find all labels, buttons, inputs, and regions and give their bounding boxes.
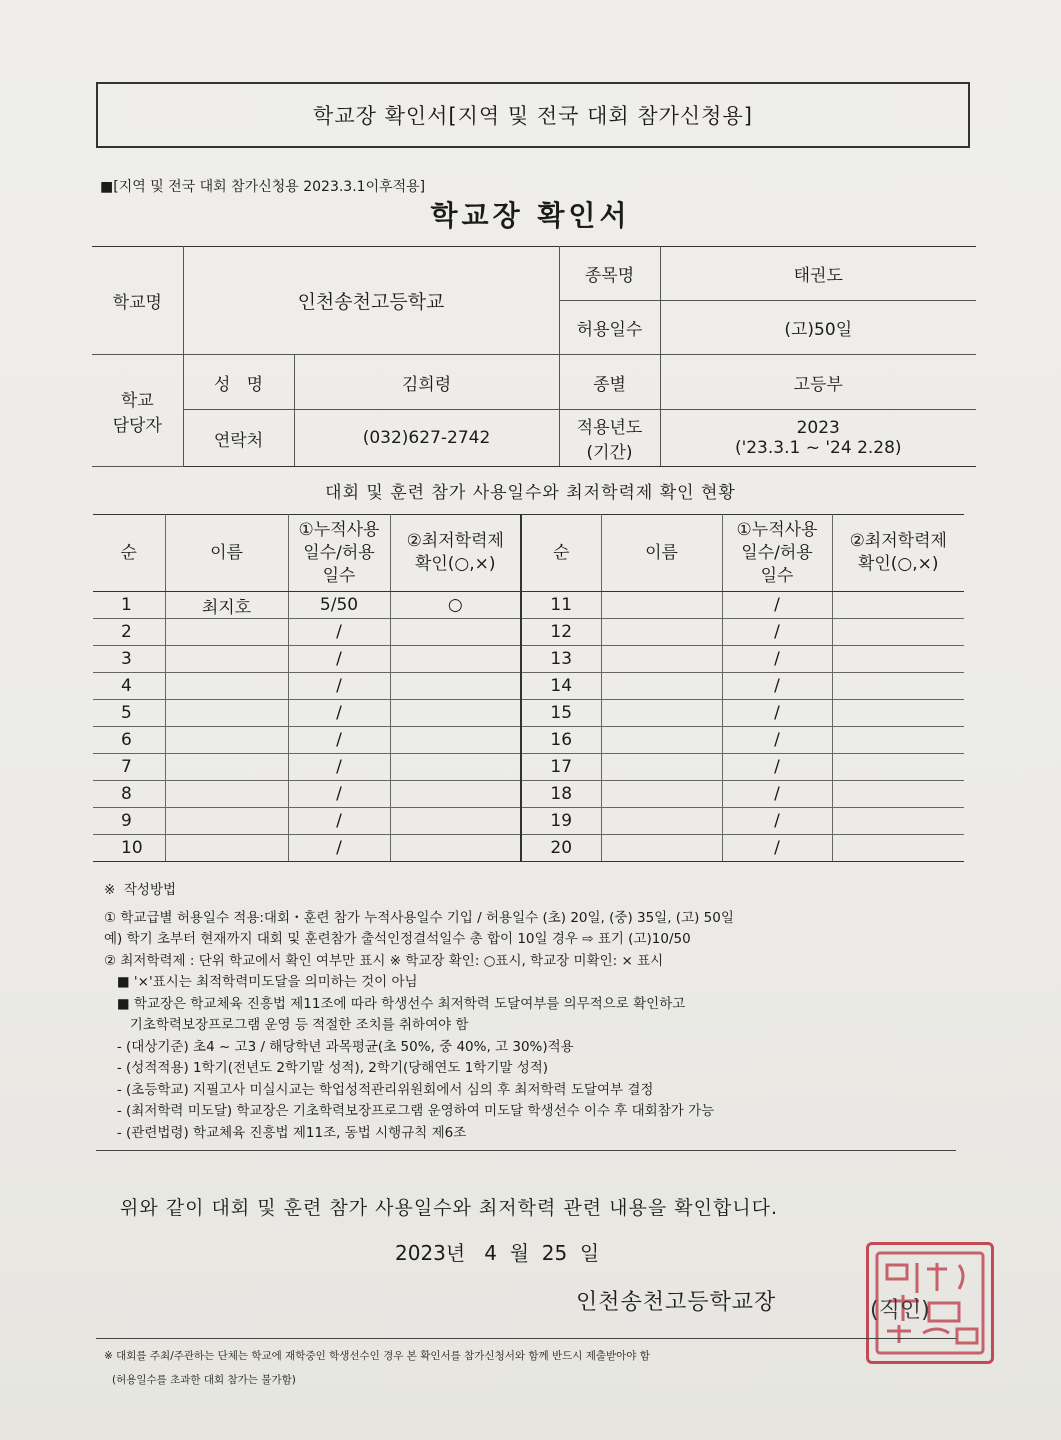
records-header-row bbox=[93, 515, 964, 592]
document-title: 학교장 확인서 bbox=[430, 199, 631, 232]
row-days-right: / bbox=[722, 727, 832, 754]
row-days-right: / bbox=[722, 646, 832, 673]
row-name-right bbox=[601, 808, 722, 835]
row-days: / bbox=[288, 727, 390, 754]
row-check bbox=[390, 646, 521, 673]
applicability-note: ■[지역 및 전국 대회 참가신청용 2023.3.1이후적용] bbox=[100, 179, 426, 195]
row-no: 1 bbox=[93, 592, 165, 619]
instruction-line: ■ '×'표시는 최적학력미도달을 의미하는 것이 아님 bbox=[104, 974, 418, 990]
contact-value: (032)627-2742 bbox=[294, 410, 559, 467]
row-days-right: / bbox=[722, 835, 832, 862]
name-label: 성 명 bbox=[183, 355, 294, 410]
table-row bbox=[93, 700, 964, 727]
row-name-right bbox=[601, 646, 722, 673]
row-check bbox=[390, 754, 521, 781]
row-check bbox=[390, 700, 521, 727]
row-no: 7 bbox=[93, 754, 165, 781]
row-no: 5 bbox=[93, 700, 165, 727]
row-days-right: / bbox=[722, 808, 832, 835]
event-value: 태권도 bbox=[660, 247, 976, 301]
row-check-right bbox=[832, 781, 964, 808]
table-row bbox=[93, 835, 964, 862]
row-no-right: 15 bbox=[521, 700, 601, 727]
table-row bbox=[93, 754, 964, 781]
row-name bbox=[165, 619, 288, 646]
header-days-right bbox=[722, 515, 832, 592]
row-check bbox=[390, 835, 521, 862]
row-no: 9 bbox=[93, 808, 165, 835]
school-name: 인천송천고등학교 bbox=[183, 247, 559, 355]
instruction-line: - (대상기준) 초4 ~ 고3 / 해당학년 과목평균(초 50%, 중 40%, 고 30%)적용 bbox=[104, 1038, 574, 1055]
row-name-right bbox=[601, 592, 722, 619]
row-check-right bbox=[832, 808, 964, 835]
header-name: 이름 bbox=[165, 515, 288, 592]
row-name-right bbox=[601, 781, 722, 808]
header-min bbox=[390, 515, 521, 592]
header-days-right-line1: ①누적사용 bbox=[736, 519, 818, 540]
row-check-right bbox=[832, 835, 964, 862]
instruction-line: - (최저학력 미도달) 학교장은 기초학력보장프로그램 운영하여 미도달 학생선수 이수 후 대회참가 가능 bbox=[104, 1103, 715, 1119]
manager-label-line2: 담당자 bbox=[112, 415, 162, 436]
row-days-right: / bbox=[722, 700, 832, 727]
header-days-line1: ①누적사용 bbox=[298, 519, 380, 540]
header-no-right: 순 bbox=[521, 515, 601, 592]
table-row bbox=[93, 808, 964, 835]
row-no-right: 18 bbox=[521, 781, 601, 808]
instruction-line: ② 최저학력제 : 단위 학교에서 확인 여부만 표시 ※ 학교장 확인: ○표시, 학교장 미확인: × 표시 bbox=[104, 952, 664, 969]
row-days: / bbox=[288, 781, 390, 808]
issue-date: 2023년 4 월 25 일 bbox=[395, 1241, 600, 1265]
row-days-right: / bbox=[722, 781, 832, 808]
row-no-right: 14 bbox=[521, 673, 601, 700]
school-label: 학교명 bbox=[92, 247, 183, 355]
year-value-line2: ('23.3.1 ~ '24 2.28) bbox=[734, 438, 902, 458]
row-name-right bbox=[601, 754, 722, 781]
row-name: 최지호 bbox=[165, 592, 288, 619]
row-name bbox=[165, 808, 288, 835]
row-no-right: 19 bbox=[521, 808, 601, 835]
row-days: / bbox=[288, 754, 390, 781]
principal-name: 인천송천고등학교장 bbox=[576, 1290, 777, 1315]
section-title: 대회 및 훈련 참가 사용일수와 최저학력제 확인 현황 bbox=[325, 483, 736, 503]
table-row bbox=[93, 619, 964, 646]
instruction-line: - (초등학교) 지필고사 미실시교는 학업성적관리위원회에서 심의 후 최저학력 도달여부 결정 bbox=[104, 1081, 654, 1098]
header-banner bbox=[96, 82, 970, 148]
row-no: 2 bbox=[93, 619, 165, 646]
row-name bbox=[165, 727, 288, 754]
row-check bbox=[390, 781, 521, 808]
header-min-right-line2: 확인(○,×) bbox=[857, 554, 939, 574]
instruction-line: ※ 작성방법 bbox=[104, 882, 177, 898]
instruction-line: 기초학력보장프로그램 운영 등 적절한 조치를 취하여야 함 bbox=[104, 1017, 469, 1033]
event-label: 종목명 bbox=[559, 247, 660, 301]
row-name bbox=[165, 754, 288, 781]
footer-divider bbox=[96, 1338, 956, 1339]
table-row bbox=[93, 592, 964, 619]
row-days: / bbox=[288, 619, 390, 646]
header-min-line2: 확인(○,×) bbox=[414, 554, 496, 574]
row-check-right bbox=[832, 619, 964, 646]
year-value-line1: 2023 bbox=[796, 418, 840, 438]
header-min-right bbox=[832, 515, 964, 592]
instructions bbox=[104, 880, 934, 1144]
row-name-right bbox=[601, 727, 722, 754]
row-no: 6 bbox=[93, 727, 165, 754]
category-value: 고등부 bbox=[660, 355, 976, 410]
row-check-right bbox=[832, 673, 964, 700]
row-check: ○ bbox=[390, 592, 521, 619]
year-value bbox=[660, 410, 976, 467]
row-no-right: 20 bbox=[521, 835, 601, 862]
row-check-right bbox=[832, 646, 964, 673]
header-min-right-line1: ②최저학력제 bbox=[849, 531, 947, 551]
manager-name: 김희령 bbox=[294, 355, 559, 410]
row-no-right: 13 bbox=[521, 646, 601, 673]
footer-line-1: ※ 대회를 주최/주관하는 단체는 학교에 재학중인 학생선수인 경우 본 확인서를 참가신청서와 함께 반드시 제출받아야 함 bbox=[104, 1350, 650, 1362]
row-days: / bbox=[288, 835, 390, 862]
row-check-right bbox=[832, 754, 964, 781]
footer-line-2: (허용일수를 초과한 대회 참가는 불가함) bbox=[112, 1374, 296, 1386]
row-no: 3 bbox=[93, 646, 165, 673]
instruction-line: ① 학교급별 허용일수 적용:대회・훈련 참가 누적사용일수 기입 / 허용일수 (초) 20일, (중) 35일, (고) 50일 bbox=[104, 909, 734, 926]
table-row bbox=[93, 646, 964, 673]
row-days: / bbox=[288, 673, 390, 700]
row-check bbox=[390, 619, 521, 646]
header-days-line3: 일수 bbox=[322, 565, 356, 586]
manager-label-line1: 학교 bbox=[120, 390, 154, 411]
header-name-right: 이름 bbox=[601, 515, 722, 592]
row-days-right: / bbox=[722, 754, 832, 781]
year-label-line2: (기간) bbox=[586, 443, 633, 463]
header-days-right-line2: 일수/허용 bbox=[741, 542, 813, 563]
row-check-right bbox=[832, 727, 964, 754]
row-check bbox=[390, 673, 521, 700]
row-days: / bbox=[288, 646, 390, 673]
row-days: / bbox=[288, 808, 390, 835]
header-days bbox=[288, 515, 390, 592]
row-check bbox=[390, 808, 521, 835]
row-name-right bbox=[601, 619, 722, 646]
allowed-days-label: 허용일수 bbox=[559, 301, 660, 355]
row-days-right: / bbox=[722, 673, 832, 700]
row-name-right bbox=[601, 835, 722, 862]
row-name-right bbox=[601, 673, 722, 700]
allowed-days-value: (고)50일 bbox=[660, 301, 976, 355]
year-label-line1: 적용년도 bbox=[576, 418, 643, 438]
confirmation-statement: 위와 같이 대회 및 훈련 참가 사용일수와 최저학력 관련 내용을 확인합니다. bbox=[120, 1197, 779, 1219]
row-check bbox=[390, 727, 521, 754]
row-name bbox=[165, 835, 288, 862]
row-no: 4 bbox=[93, 673, 165, 700]
year-label bbox=[559, 410, 660, 467]
header-days-right-line3: 일수 bbox=[760, 565, 794, 586]
footer-note bbox=[104, 1344, 650, 1392]
row-days-right: / bbox=[722, 619, 832, 646]
header-days-line2: 일수/허용 bbox=[303, 542, 375, 563]
row-check-right bbox=[832, 700, 964, 727]
row-days: 5/50 bbox=[288, 592, 390, 619]
instruction-line: - (성적적용) 1학기(전년도 2학기말 성적), 2학기(당해연도 1학기말 성적) bbox=[104, 1060, 549, 1076]
row-no: 8 bbox=[93, 781, 165, 808]
banner-text: 학교장 확인서[지역 및 전국 대회 참가신청용] bbox=[313, 104, 753, 128]
table-row bbox=[93, 727, 964, 754]
divider bbox=[96, 1150, 956, 1151]
row-name bbox=[165, 673, 288, 700]
manager-label bbox=[92, 355, 183, 467]
row-name bbox=[165, 700, 288, 727]
row-name bbox=[165, 781, 288, 808]
table-row bbox=[93, 673, 964, 700]
category-label: 종별 bbox=[559, 355, 660, 410]
row-no-right: 17 bbox=[521, 754, 601, 781]
instruction-line: 예) 학기 초부터 현재까지 대회 및 훈련참가 출석인정결석일수 총 합이 10일 경우 ⇨ 표기 (고)10/50 bbox=[104, 931, 691, 947]
seal-label: (직인) bbox=[870, 1298, 930, 1323]
instruction-line: - (관련법령) 학교체육 진흥법 제11조, 동법 시행규칙 제6조 bbox=[104, 1124, 467, 1141]
row-no: 10 bbox=[93, 835, 165, 862]
header-min-line1: ②최저학력제 bbox=[406, 531, 504, 551]
records-table bbox=[93, 514, 964, 862]
row-name-right bbox=[601, 700, 722, 727]
row-no-right: 11 bbox=[521, 592, 601, 619]
info-table bbox=[92, 246, 976, 467]
row-days: / bbox=[288, 700, 390, 727]
table-row bbox=[93, 781, 964, 808]
header-no: 순 bbox=[93, 515, 165, 592]
row-name bbox=[165, 646, 288, 673]
row-no-right: 16 bbox=[521, 727, 601, 754]
instruction-line: ■ 학교장은 학교체육 진흥법 제11조에 따라 학생선수 최저학력 도달여부를 의무적으로 확인하고 bbox=[104, 995, 686, 1012]
contact-label: 연락처 bbox=[183, 410, 294, 467]
row-days-right: / bbox=[722, 592, 832, 619]
row-no-right: 12 bbox=[521, 619, 601, 646]
row-check-right bbox=[832, 592, 964, 619]
